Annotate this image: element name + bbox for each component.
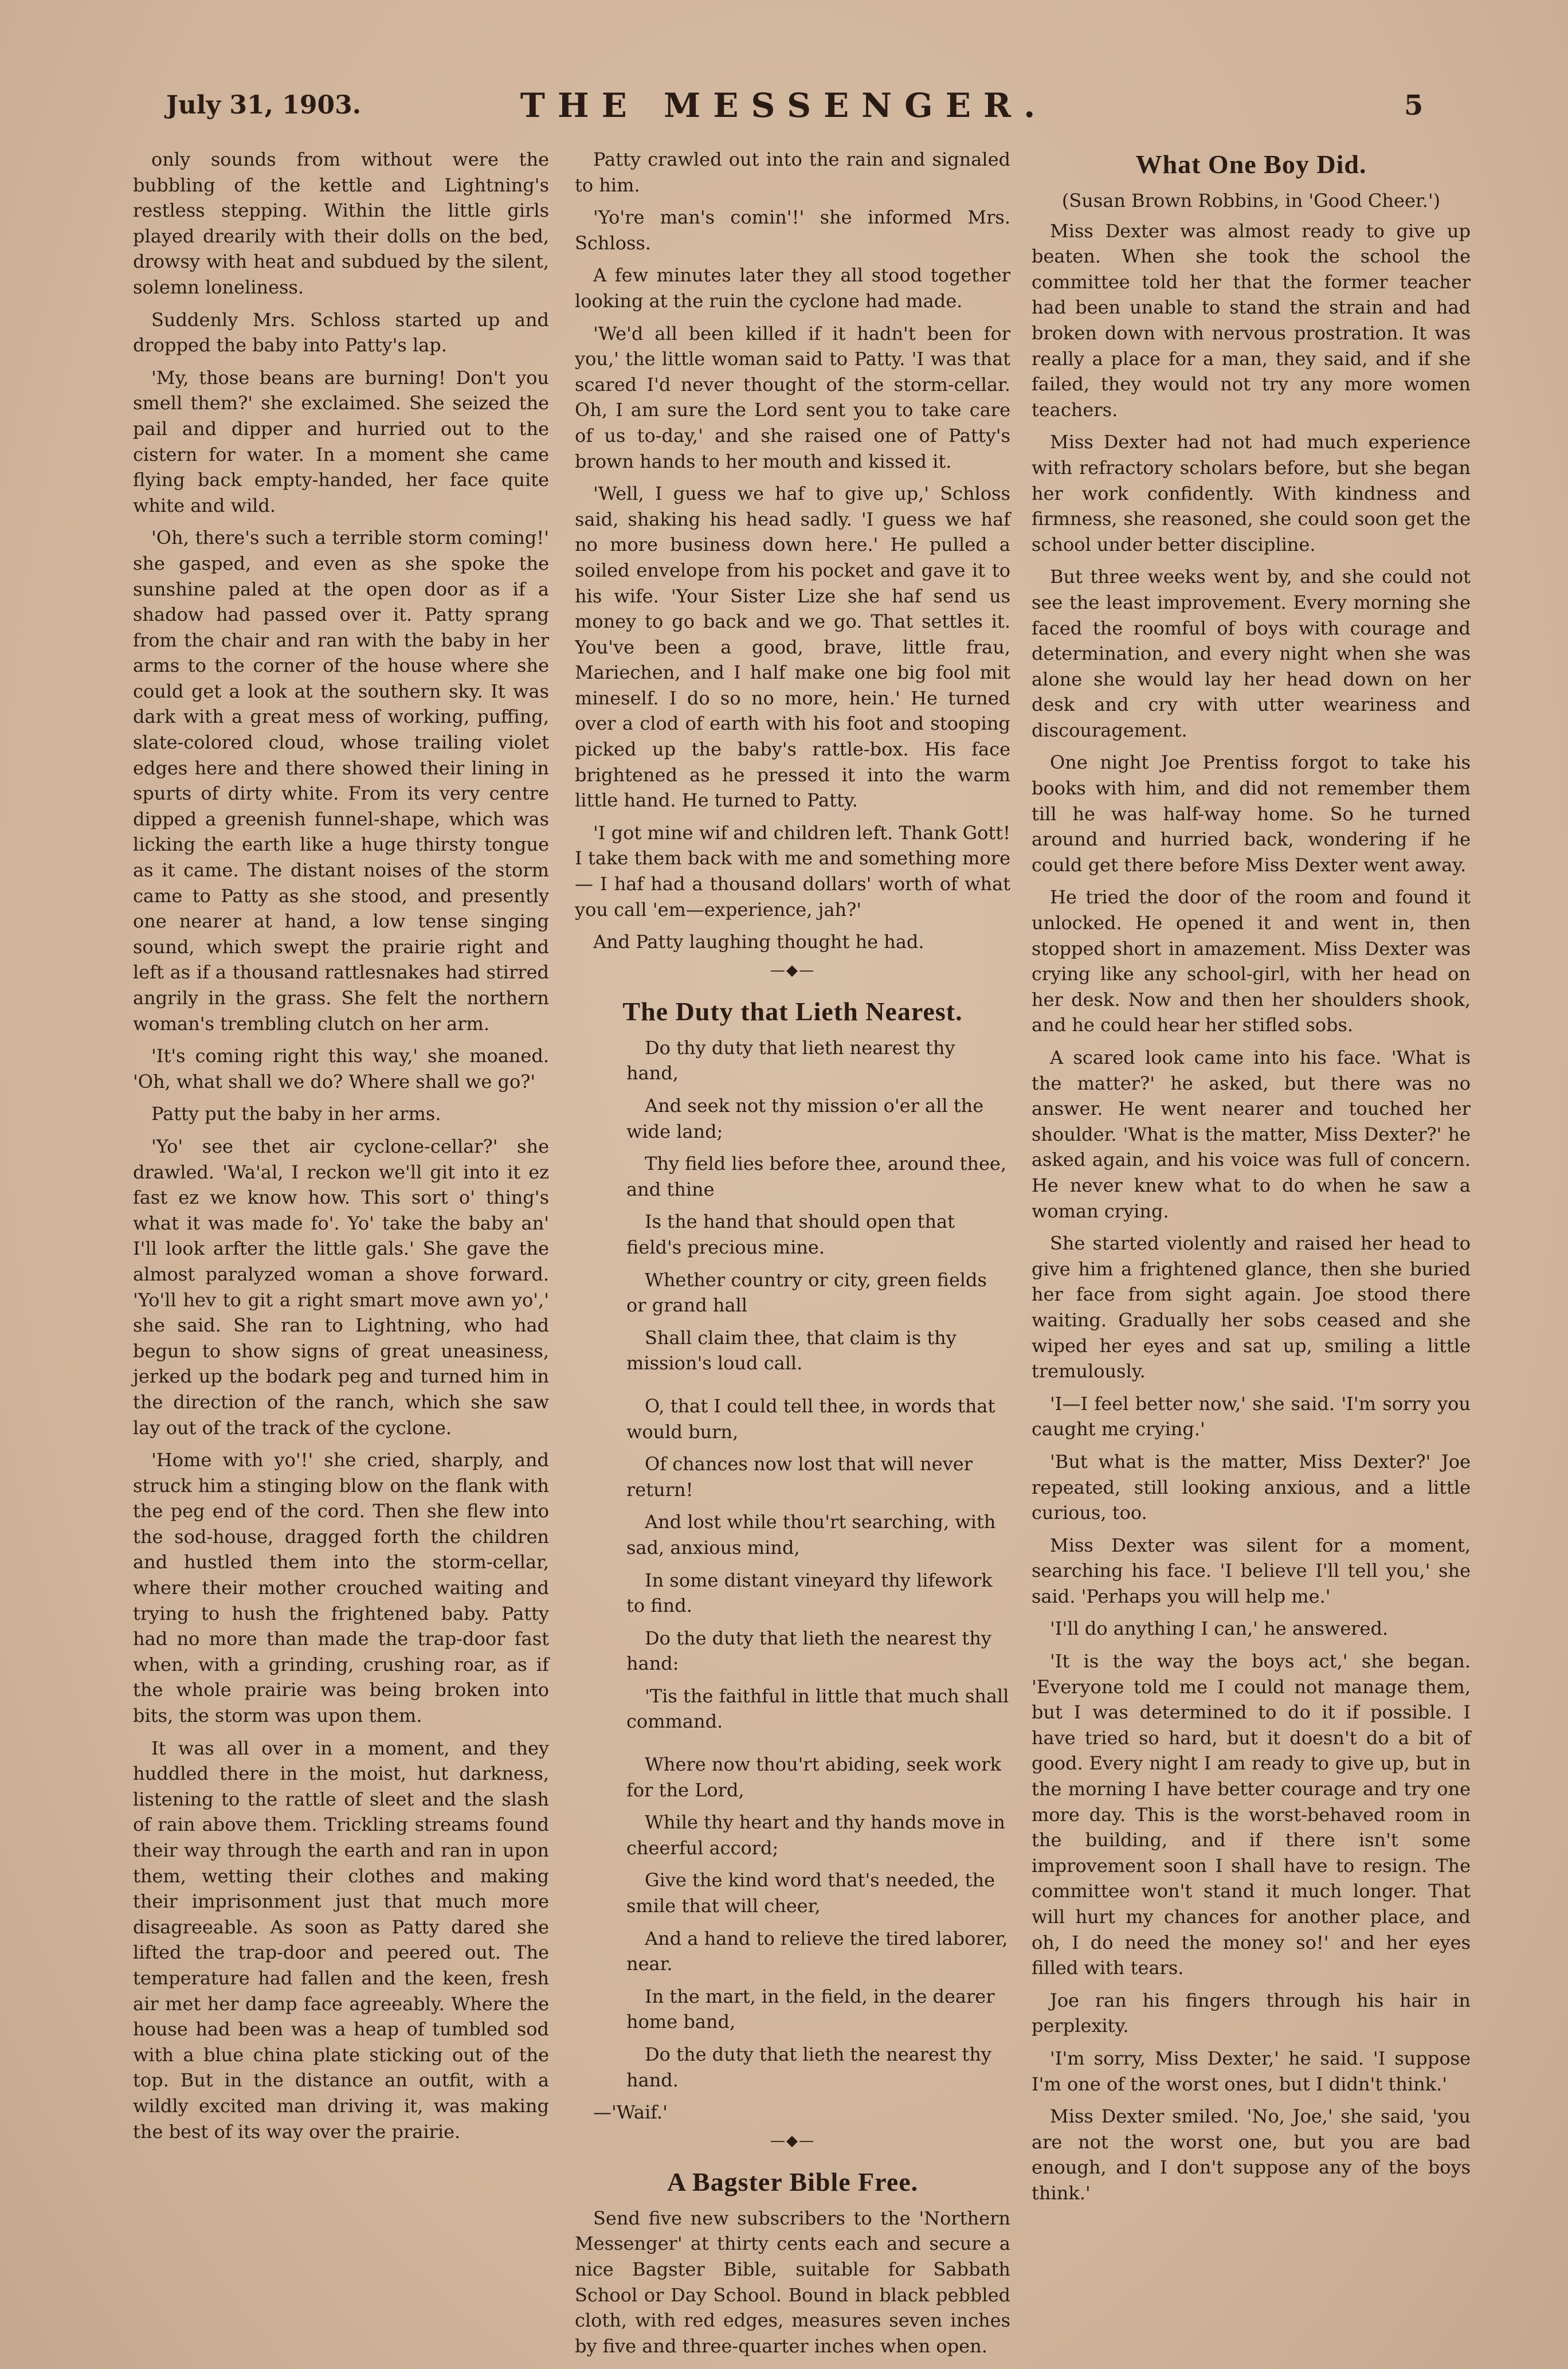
column-3 bbox=[1032, 147, 1471, 2245]
poem-line: Whether country or city, green fields or grand hall bbox=[626, 1268, 987, 1317]
poem-line: Do the duty that lieth the nearest thy hand: bbox=[626, 1627, 991, 1675]
story-paragraph: But three weeks went by, and she could not see the least improvement. Every morning she faced the roomful of boys with courage and determination, and every night when she was alone she would lay her head down on her desk and cry with utter weariness and discouragement. bbox=[1032, 566, 1471, 741]
poem-line: In some distant vineyard thy lifework to find. bbox=[626, 1569, 993, 1617]
story-paragraph: only sounds from without were the bubbling of the kettle and Lightning's restless stepping. Within the little girls played drearily with their dolls on the bed, drowsy with heat and subdued by the silent, solemn loneliness. bbox=[133, 148, 549, 298]
poem-line: Do thy duty that lieth nearest thy hand, bbox=[626, 1036, 955, 1084]
story-paragraph: 'I—I feel better now,' she said. 'I'm sorry you caught me crying.' bbox=[1032, 1392, 1471, 1440]
story-paragraph: Miss Dexter smiled. 'No, Joe,' she said, 'you are not the worst one, but you are bad enough, and I don't suppose any of the boys think.' bbox=[1032, 2105, 1471, 2204]
story-paragraph: Patty crawled out into the rain and signaled to him. bbox=[575, 148, 1010, 196]
story-paragraph: Patty put the baby in her arms. bbox=[151, 1103, 441, 1125]
poem-line: Shall claim thee, that claim is thy mission's loud call. bbox=[626, 1326, 957, 1375]
poem-stanza bbox=[575, 1035, 1010, 1376]
story-paragraph: A few minutes later they all stood together looking at the ruin the cyclone had made. bbox=[575, 264, 1010, 312]
poem-line: Where now thou'rt abiding, seek work for the Lord, bbox=[626, 1753, 1001, 1801]
section-ornament: —◆— bbox=[770, 961, 815, 979]
notice-text: Send five new subscribers to the 'Northern Messenger' at thirty cents each and secure a nice Bagster Bible, suitable for Sabbath School or Day School. Bound in black pebbled cloth, with red edges, measures seven inches by five and three-quarter inches when open. bbox=[575, 2207, 1010, 2357]
masthead bbox=[0, 0, 1568, 132]
poem-line: Of chances now lost that will never return! bbox=[626, 1453, 973, 1501]
story-paragraph: A scared look came into his face. 'What is the matter?' he asked, but there was no answer. He went nearer and touched her shoulder. 'What is the matter, Miss Dexter?' he asked again, and his voice was full of concern. He never knew what to do when he saw a woman crying. bbox=[1032, 1047, 1471, 1222]
story-paragraph: She started violently and raised her head to give him a frightened glance, then she buried her face from sight again. Joe stood there waiting. Gradually her sobs ceased and she wiped her eyes and sat up, smiling a little tremulously. bbox=[1032, 1232, 1471, 1383]
poem-line: 'Tis the faithful in little that much shall command. bbox=[626, 1685, 1009, 1733]
page-number: 5 bbox=[1404, 89, 1424, 122]
story-paragraph: Joe ran his fingers through his hair in perplexity. bbox=[1032, 1989, 1471, 2037]
poem-stanza bbox=[575, 1393, 1010, 1734]
story-paragraph: 'But what is the matter, Miss Dexter?' Joe repeated, still looking anxious, and a little curious, too. bbox=[1032, 1450, 1471, 1524]
column-1 bbox=[133, 147, 549, 2245]
poem-line: Is the hand that should open that field's precious mine. bbox=[626, 1211, 955, 1258]
notice-title: A Bagster Bible Free. bbox=[667, 2167, 919, 2196]
poem-line: While thy heart and thy hands move in cheerful accord; bbox=[626, 1811, 1005, 1859]
story-byline: (Susan Brown Robbins, in 'Good Cheer.') bbox=[1061, 190, 1441, 212]
poem-line: And a hand to relieve the tired laborer, near. bbox=[626, 1927, 1008, 1975]
story-paragraph: He tried the door of the room and found it unlocked. He opened it and went in, then stopped short in amazement. Miss Dexter was crying like any school-girl, with her head on her desk. Now and then her shoulders shook, and he could hear her stifled sobs. bbox=[1032, 886, 1471, 1036]
story-title: What One Boy Did. bbox=[1135, 150, 1367, 179]
poem-line: In the mart, in the field, in the dearer home band, bbox=[626, 1985, 995, 2033]
poem-line: And seek not thy mission o'er all the wide land; bbox=[626, 1095, 984, 1142]
story-paragraph: It was all over in a moment, and they huddled there in the moist, hut darkness, listening to the rattle of sleet and the slash of rain above them. Trickling streams found their way through the earth and ran in upon them, wetting their clothes and making their imprisonment just that much more disagreeable. As soon as Patty dared she lifted the trap-door and peered out. The temperature had fallen and the keen, fresh air met her damp face agreeably. Where the house had been was a heap of tumbled sod with a blue china plate sticking out of the top. But in the distance an outfit, with a wildly excited man driving it, was making the best of its way over the prairie. bbox=[133, 1737, 549, 2143]
story-paragraph: 'Oh, there's such a terrible storm coming!' she gasped, and even as she spoke the sunshine paled at the open door as if a shadow had passed over it. Patty sprang from the chair and ran with the baby in her arms to the corner of the house where she could get a look at the southern sky. It was dark with a great mess of working, puffing, slate-colored cloud, whose trailing violet edges here and there showed their lining in spurts of dirty white. From its very centre dipped a greenish funnel-shape, which was licking the earth like a huge thirsty tongue as it came. The distant noises of the storm came to Patty as she stood, and presently one nearer at hand, a low tense singing sound, which swept the prairie right and left as if a thousand rattlesnakes had stirred angrily in the grass. She felt the northern woman's trembling clutch on her arm. bbox=[133, 527, 549, 1035]
story-paragraph: 'I got mine wif and children left. Thank Gott! I take them back with me and something more — I haf had a thousand dollars' worth of what you call 'em—experience, jah?' bbox=[575, 821, 1010, 921]
story-paragraph: Miss Dexter was silent for a moment, searching his face. 'I believe I'll tell you,' she said. 'Perhaps you will help me.' bbox=[1032, 1534, 1471, 1607]
story-paragraph: 'We'd all been killed if it hadn't been for you,' the little woman said to Patty. 'I was that scared I'd never thought of the storm-cellar. Oh, I am sure the Lord sent you to take care of us to-day,' and she raised one of Patty's brown hands to her mouth and kissed it. bbox=[575, 322, 1010, 472]
section-ornament: —◆— bbox=[770, 2132, 815, 2149]
newspaper-title: THE MESSENGER. bbox=[520, 86, 1048, 125]
column-2 bbox=[575, 147, 1010, 2357]
poem-line: And lost while thou'rt searching, with sad, anxious mind, bbox=[626, 1511, 996, 1559]
story-paragraph: 'It is the way the boys act,' she began. 'Everyone told me I could not manage them, but I was determined to do it if possible. I have tried so hard, but it doesn't do a bit of good. Every night I am ready to give up, but in the morning I have better courage and try one more day. This is the worst-behaved room in the building, and if there isn't some improvement soon I shall have to resign. The committee won't stand it much longer. That will hurt my chances for another place, and oh, I do need the money so!' and her eyes filled with tears. bbox=[1032, 1650, 1471, 1979]
story-paragraph: Suddenly Mrs. Schloss started up and dropped the baby into Patty's lap. bbox=[133, 308, 549, 357]
story-paragraph: Miss Dexter was almost ready to give up beaten. When she took the school the committee told her that the former teacher had been unable to stand the strain and had broken down with nervous prostration. It was really a place for a man, they said, and if she failed, they would not try any more women teachers. bbox=[1032, 220, 1471, 421]
poem-line: Give the kind word that's needed, the smile that will cheer, bbox=[626, 1869, 995, 1917]
poem-line: Thy field lies before thee, around thee, and thine bbox=[626, 1153, 1007, 1200]
poem-title: The Duty that Lieth Nearest. bbox=[622, 996, 963, 1026]
poem-line: Do the duty that lieth the nearest thy hand. bbox=[626, 2043, 991, 2091]
story-paragraph: 'Yo' see thet air cyclone-cellar?' she drawled. 'Wa'al, I reckon we'll git into it ez fast ez we know how. This sort o' thing's what it was made fo'. Yo' take the baby an' I'll look arfter the little gals.' She gave the almost paralyzed woman a shove forward. 'Yo'll hev to git a right smart move awn yo',' she said. She ran to Lightning, who had begun to show signs of great uneasiness, jerked up the bodark peg and turned him in the direction of the ranch, which she saw lay out of the track of the cyclone. bbox=[133, 1135, 549, 1439]
story-paragraph: One night Joe Prentiss forgot to take his books with him, and did not remember them till he was half-way home. So he turned around and hurried back, wondering if he could get there before Miss Dexter went away. bbox=[1032, 751, 1471, 876]
story-paragraph: And Patty laughing thought he had. bbox=[593, 931, 924, 953]
story-paragraph: 'My, those beans are burning! Don't you smell them?' she exclaimed. She seized the pail and dipper and hurried out to the cistern for water. In a moment she came flying back empty-handed, her face quite white and wild. bbox=[133, 366, 549, 516]
story-paragraph: 'I'm sorry, Miss Dexter,' he said. 'I suppose I'm one of the worst ones, but I didn't think.' bbox=[1032, 2047, 1471, 2095]
story-paragraph: 'Yo're man's comin'!' she informed Mrs. Schloss. bbox=[575, 206, 1010, 254]
issue-date: July 31, 1903. bbox=[166, 91, 362, 120]
story-paragraph: Miss Dexter had not had much experience with refractory scholars before, but she began her work confidently. With kindness and firmness, she reasoned, she could soon get the school under better discipline. bbox=[1032, 431, 1471, 555]
story-paragraph: 'I'll do anything I can,' he answered. bbox=[1050, 1618, 1389, 1640]
story-paragraph: 'Home with yo'!' she cried, sharply, and struck him a stinging blow on the flank with the peg end of the cord. Then she flew into the sod-house, dragged forth the children and hustled them into the storm-cellar, where their mother crouched waiting and trying to hush the frightened baby. Patty had no more than made the trap-door fast when, with a grinding, crushing roar, as if the whole prairie was being broken into bits, the storm was upon them. bbox=[133, 1449, 549, 1727]
poem-stanza bbox=[575, 1752, 1010, 2093]
story-paragraph: 'It's coming right this way,' she moaned. 'Oh, what shall we do? Where shall we go?' bbox=[133, 1045, 549, 1093]
story-paragraph: 'Well, I guess we haf to give up,' Schloss said, shaking his head sadly. 'I guess we haf no more business down here.' He pulled a soiled envelope from his pocket and gave it to his wife. 'Your Sister Lize she haf send us money to go back and we go. That settles it. You've been a good, brave, little frau, Mariechen, and I half make one big fool mit mineself. I do so no more, hein.' He turned over a clod of earth with his foot and stooping picked up the baby's rattle-box. His face brightened as he pressed it into the warm little hand. He turned to Patty. bbox=[575, 483, 1010, 812]
poem-line: O, that I could tell thee, in words that would burn, bbox=[626, 1395, 995, 1443]
poem-signature: —'Waif.' bbox=[593, 2101, 668, 2124]
